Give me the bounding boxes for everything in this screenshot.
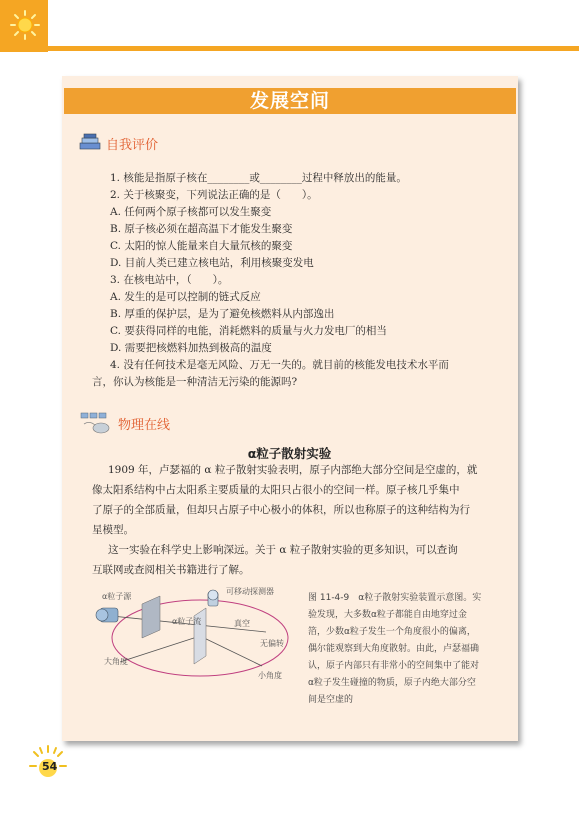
para1-line-1: 1909 年，卢瑟福的 α 粒子散射实验表明，原子内部绝大部分空间是空虚的，就 [108, 464, 478, 476]
q3-option-c: C. 要获得同样的电能，消耗燃料的质量与火力发电厂的相当 [110, 325, 387, 337]
q2-option-c: C. 太阳的惊人能量来自大量氘核的聚变 [110, 240, 293, 252]
movable-detector [208, 590, 218, 606]
q1-line: 1. 核能是指原子核在________或________过程中释放出的能量。 [110, 172, 407, 184]
article-title: α粒子散射实验 [247, 446, 332, 461]
large-angle-path [120, 636, 200, 662]
label-alpha-beam: α粒子流 [172, 617, 202, 626]
label-small-angle: 小角度 [258, 671, 282, 680]
para1-line-3: 了原子的全部质量，但却只占原子中心极小的体积，所以也称原子的这种结构为行 [92, 504, 470, 516]
caption-line: 箔，少数α粒子发生一个角度很小的偏离， [308, 627, 476, 637]
q3-option-a: A. 发生的是可以控制的链式反应 [110, 291, 261, 303]
header-line [48, 46, 579, 51]
alpha-source [96, 608, 118, 622]
self-eval-heading-text: 自我评价 [106, 137, 159, 153]
physics-online-heading-text: 物理在线 [118, 417, 171, 433]
slit-plate [142, 596, 160, 638]
q2-option-a: A. 任何两个原子核都可以发生聚变 [110, 206, 272, 218]
q3-option-d: D. 需要把核燃料加热到极高的温度 [110, 342, 272, 354]
label-alpha-source: α粒子源 [102, 592, 132, 601]
label-vacuum: 真空 [234, 619, 250, 628]
q2-option-d: D. 目前人类已建立核电站，利用核聚变发电 [110, 257, 314, 269]
para1-line-4: 星模型。 [92, 524, 134, 536]
sun-icon [10, 10, 40, 40]
para2-line-1: 这一实验在科学史上影响深远。关于 α 粒子散射实验的更多知识，可以查询 [108, 544, 458, 556]
q2-option-b: B. 原子核必须在超高温下才能发生聚变 [110, 223, 293, 235]
q3-option-b: B. 厚重的保护层，是为了避免核燃料从内部逸出 [110, 308, 335, 320]
caption-line: 偶尔能观察到大角度散射。由此，卢瑟福确 [308, 644, 480, 654]
label-large-angle: 大角度 [104, 657, 128, 666]
small-angle-path [200, 636, 262, 666]
para1-line-2: 像太阳系结构中占太阳系主要质量的太阳只占很小的空间一样。原子核几乎集中 [92, 484, 460, 496]
caption-line: 图 11-4-9 α粒子散射实验装置示意图。实 [308, 593, 482, 603]
page-number: 54 [42, 760, 58, 773]
physics-online-heading [80, 412, 170, 434]
caption-line: 验发现，大多数α粒子都能自由地穿过金 [308, 610, 467, 620]
figure-caption [308, 590, 516, 709]
computer-mouse-icon [80, 412, 114, 434]
para2-line-2: 互联网或查阅相关书籍进行了解。 [92, 564, 250, 576]
books-icon [78, 133, 102, 153]
caption-line: 间是空虚的 [308, 695, 354, 705]
caption-line: 认，原子内部只有非常小的空间集中了能对 [308, 661, 480, 671]
q4-line-2: 言，你认为核能是一种清洁无污染的能源吗? [92, 376, 298, 388]
scattering-diagram [90, 586, 305, 691]
label-no-deflection: 无偏转 [260, 639, 284, 648]
caption-line: α粒子发生碰撞的物质，原子内绝大部分空 [308, 678, 476, 688]
q3-line: 3. 在核电站中，（ ）。 [110, 274, 229, 286]
label-detector: 可移动探测器 [226, 587, 274, 596]
banner-title: 发展空间 [64, 88, 516, 114]
q4-line-1: 4. 没有任何技术是毫无风险、万无一失的。就目前的核能发电技术水平而 [110, 359, 449, 371]
self-eval-heading [78, 133, 158, 153]
top-bar [0, 0, 579, 52]
q2-line: 2. 关于核聚变，下列说法正确的是（ ）。 [110, 189, 318, 201]
